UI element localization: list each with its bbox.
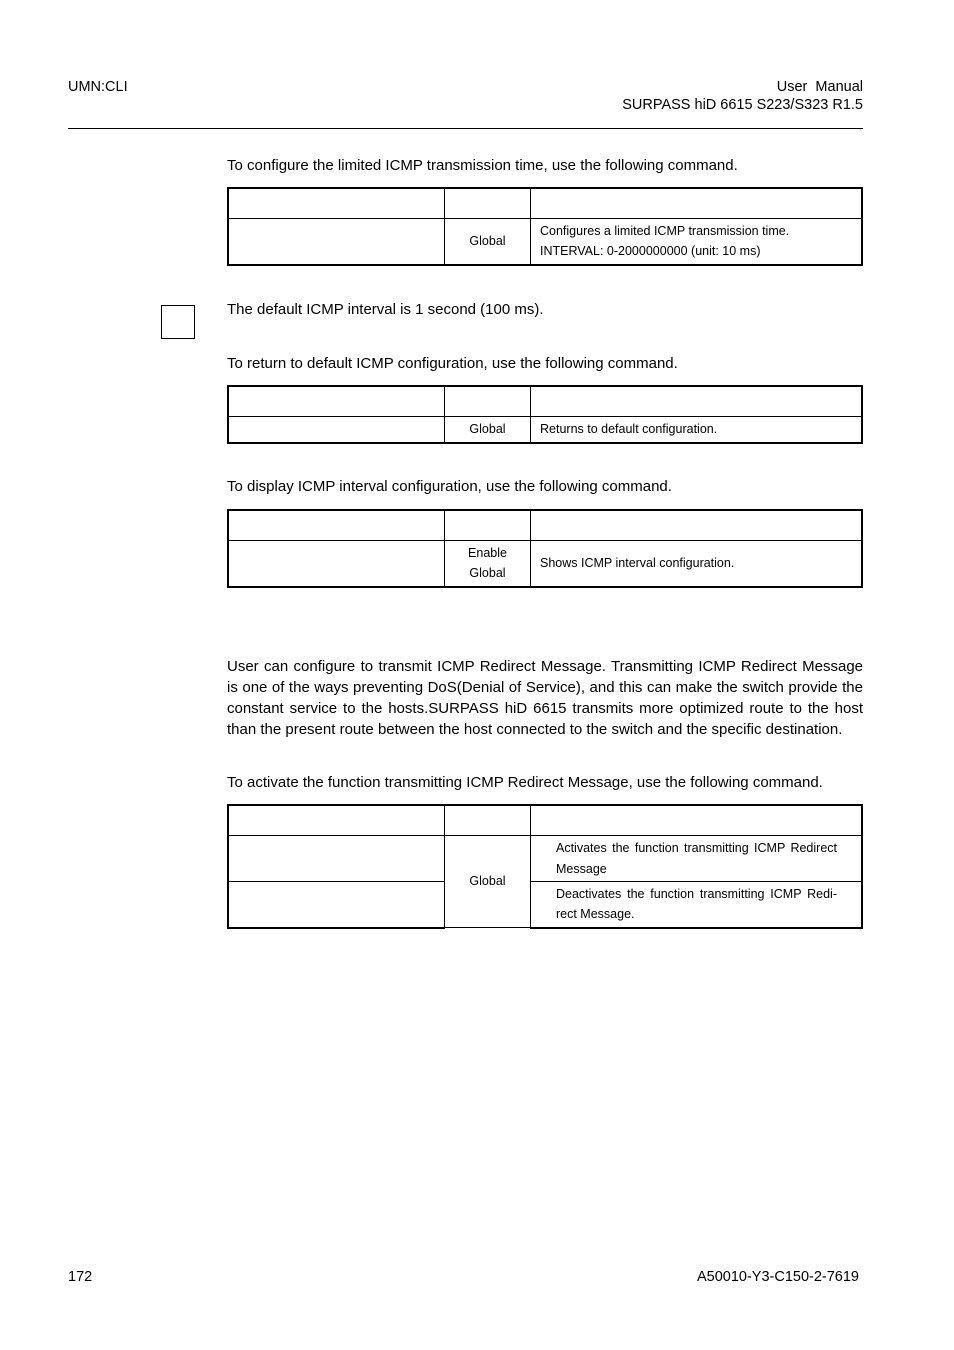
description-cell bbox=[531, 219, 863, 265]
mode-line: Global bbox=[469, 566, 506, 581]
description-cell: Shows ICMP interval configuration. bbox=[531, 541, 863, 587]
table-row bbox=[228, 541, 862, 587]
mode-cell: Global bbox=[445, 836, 531, 928]
mode-cell bbox=[445, 541, 531, 587]
note-text: The default ICMP interval is 1 second (100 ms). bbox=[227, 301, 544, 318]
note-icon bbox=[161, 305, 195, 339]
header-left: UMN:CLI bbox=[68, 79, 128, 95]
page-number: 172 bbox=[68, 1269, 93, 1285]
table-row bbox=[228, 417, 862, 443]
mode-cell: Global bbox=[445, 219, 531, 265]
table-header-row bbox=[228, 386, 862, 417]
intro-text-1: To configure the limited ICMP transmission time, use the following command. bbox=[227, 157, 738, 174]
command-table-4 bbox=[227, 804, 863, 929]
body-paragraph: User can configure to transmit ICMP Redirect Message. Transmitting ICMP Redirect Message is one of the ways preventing DoS(Denial of Service), and this can make the switch provide the constant service to the hosts.SURPASS hiD 6615 transmits more optimized route to the host than the present route between the host connected to the switch and the specific destination. bbox=[227, 658, 863, 738]
table-row bbox=[228, 836, 862, 882]
command-table-3 bbox=[227, 509, 863, 588]
command-cell bbox=[228, 417, 445, 443]
command-cell bbox=[228, 836, 445, 882]
description-cell: Returns to default configuration. bbox=[531, 417, 863, 443]
table-row bbox=[228, 882, 862, 928]
command-cell bbox=[228, 541, 445, 587]
command-table-2 bbox=[227, 385, 863, 444]
description-cell: Activates the function transmitting ICMP Redirect Message bbox=[531, 836, 863, 882]
header-right-line2: SURPASS hiD 6615 S223/S323 R1.5 bbox=[622, 97, 863, 113]
table-header-row bbox=[228, 188, 862, 219]
command-table-1 bbox=[227, 187, 863, 266]
table-row bbox=[228, 219, 862, 265]
intro-text-2: To return to default ICMP configuration, use the following command. bbox=[227, 355, 678, 372]
header-right-line1: User Manual bbox=[776, 79, 863, 95]
table-header-row bbox=[228, 510, 862, 541]
description-line: INTERVAL: 0-2000000000 (unit: 10 ms) bbox=[540, 244, 761, 259]
intro-text-4: To activate the function transmitting ICMP Redirect Message, use the following command. bbox=[227, 774, 823, 791]
table-header-row bbox=[228, 805, 862, 836]
command-cell bbox=[228, 219, 445, 265]
header-rule bbox=[68, 128, 863, 129]
description-cell: Deactivates the function transmitting ICMP Redirect Message. bbox=[531, 882, 863, 928]
mode-line: Enable bbox=[468, 545, 507, 560]
mode-cell: Global bbox=[445, 417, 531, 443]
command-cell bbox=[228, 882, 445, 928]
document-id: A50010-Y3-C150-2-7619 bbox=[696, 1269, 859, 1285]
description-line: Configures a limited ICMP transmission time. bbox=[540, 223, 790, 238]
intro-text-3: To display ICMP interval configuration, use the following command. bbox=[227, 478, 672, 495]
